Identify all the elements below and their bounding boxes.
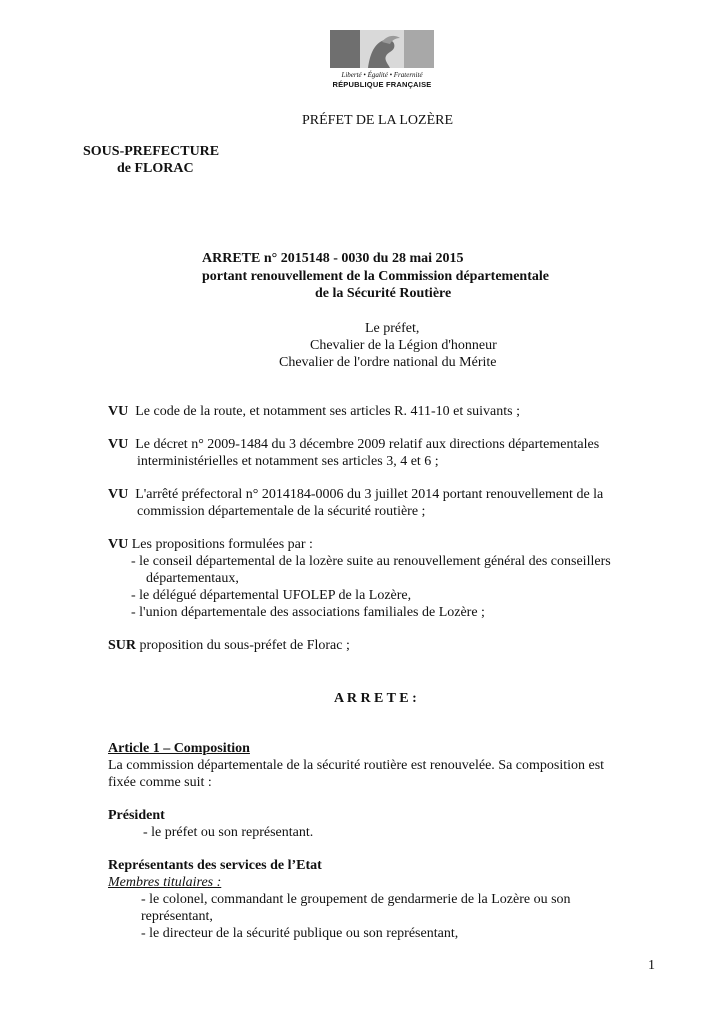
arrete-subject-line1: portant renouvellement de la Commission départementale xyxy=(202,269,549,284)
arrete-heading: A R R E T E : xyxy=(334,691,417,706)
arrete-number-title: ARRETE n° 2015148 - 0030 du 28 mai 2015 xyxy=(202,251,464,266)
president-heading: Président xyxy=(108,808,165,823)
logo-motto: Liberté • Égalité • Fraternité xyxy=(341,71,423,79)
etat-heading: Représentants des services de l’Etat xyxy=(108,858,322,873)
vu-paragraph-1 xyxy=(108,403,520,420)
logo-flag-right xyxy=(404,30,434,68)
prefet-heading: PRÉFET DE LA LOZÈRE xyxy=(302,113,454,128)
vu-text: Le décret n° 2009-1484 du 3 décembre 2009 relatif aux directions départementales xyxy=(135,437,600,452)
signatory-honor-1: Chevalier de la Légion d'honneur xyxy=(310,338,497,353)
proposition-item: - le conseil départemental de la lozère suite au renouvellement général des conseillers xyxy=(131,554,611,569)
vu-text: Le code de la route, et notamment ses articles R. 411-10 et suivants ; xyxy=(135,404,520,419)
florac-label: de FLORAC xyxy=(117,161,194,176)
vu-label: VU xyxy=(108,537,129,552)
republique-francaise-logo xyxy=(330,30,434,92)
logo-marianne-icon xyxy=(360,30,404,68)
vu-label: VU xyxy=(108,404,129,419)
logo-republique: RÉPUBLIQUE FRANÇAISE xyxy=(332,80,432,89)
etat-member-item: - le directeur de la sécurité publique ou son représentant, xyxy=(141,926,459,941)
article-1-text-cont: fixée comme suit : xyxy=(108,775,212,790)
proposition-item: - l'union départementale des associations familiales de Lozère ; xyxy=(131,605,485,620)
sur-label: SUR xyxy=(108,638,137,653)
etat-member-item: - le colonel, commandant le groupement de gendarmerie de la Lozère ou son xyxy=(141,892,571,907)
vu-paragraph-3-cont: commission départementale de la sécurité routière ; xyxy=(137,504,426,519)
sur-text: proposition du sous-préfet de Florac ; xyxy=(139,638,350,653)
article-1-heading: Article 1 – Composition xyxy=(108,741,250,756)
vu-label: VU xyxy=(108,437,129,452)
vu-text: Les propositions formulées par : xyxy=(131,537,313,552)
proposition-item-cont: départementaux, xyxy=(146,571,239,586)
signatory-honor-2: Chevalier de l'ordre national du Mérite xyxy=(279,355,497,370)
etat-member-item-cont: représentant, xyxy=(141,909,213,924)
vu-text: L'arrêté préfectoral n° 2014184-0006 du 3 juillet 2014 portant renouvellement de la xyxy=(135,487,604,502)
sur-paragraph xyxy=(108,637,350,654)
signatory-title: Le préfet, xyxy=(365,321,420,336)
president-item: - le préfet ou son représentant. xyxy=(143,825,314,840)
vu-paragraph-2 xyxy=(108,436,656,453)
proposition-item: - le délégué départemental UFOLEP de la Lozère, xyxy=(131,588,412,603)
membres-titulaires-heading: Membres titulaires : xyxy=(108,875,222,890)
vu-label: VU xyxy=(108,487,129,502)
page-number: 1 xyxy=(648,958,655,973)
vu-paragraph-2-cont: interministérielles et notamment ses articles 3, 4 et 6 ; xyxy=(137,454,439,469)
article-1-text: La commission départementale de la sécurité routière est renouvelée. Sa composition est xyxy=(108,758,605,773)
vu-paragraph-4 xyxy=(108,536,313,553)
arrete-subject-line2: de la Sécurité Routière xyxy=(315,286,452,301)
vu-paragraph-3 xyxy=(108,486,656,503)
sous-prefecture-label: SOUS-PREFECTURE xyxy=(83,144,220,159)
